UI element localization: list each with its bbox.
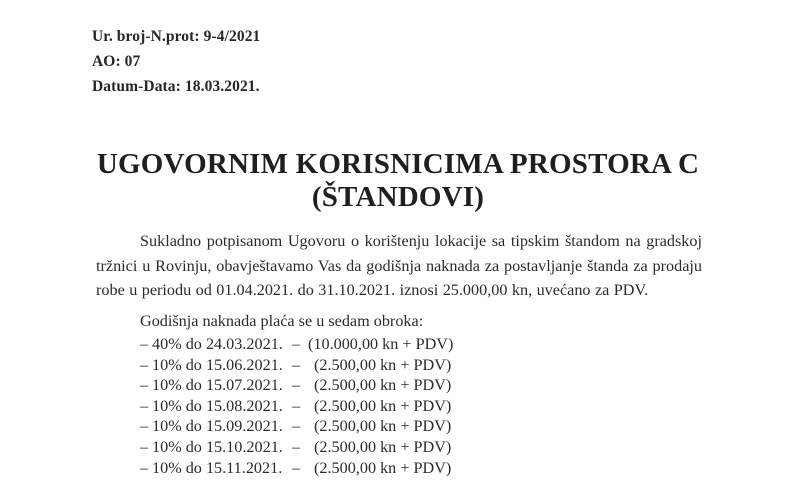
installment-row [140, 355, 560, 376]
installment-percent-date: 40% do 24.03.2021. [152, 335, 283, 353]
installment-amount: (2.500,00 kn + PDV) [314, 417, 452, 436]
installments-section [140, 310, 560, 478]
installments-list [140, 334, 560, 478]
installment-percent-date: 10% do 15.10.2021. [152, 437, 283, 456]
installment-bullet-dash: – [140, 458, 149, 477]
installment-percent-date: 10% do 15.06.2021. [152, 355, 283, 374]
installment-bullet-dash: – [140, 396, 149, 415]
installments-intro: Godišnja naknada plaća se u sedam obroka: [140, 312, 424, 330]
installment-row [140, 396, 560, 417]
installment-amount: (2.500,00 kn + PDV) [314, 376, 452, 395]
header-line-datum: Datum-Data: 18.03.2021. [92, 78, 260, 95]
installment-bullet-dash: – [140, 335, 149, 353]
page-title [96, 148, 700, 214]
installment-separator-dash: – [292, 458, 301, 477]
installment-percent-date: 10% do 15.07.2021. [152, 376, 283, 395]
installment-separator-dash: – [292, 376, 301, 395]
installment-percent-date: 10% do 15.09.2021. [152, 417, 283, 436]
installment-row [140, 437, 560, 458]
installment-amount: (2.500,00 kn + PDV) [314, 458, 452, 477]
installment-row [140, 375, 560, 396]
body-paragraph: Sukladno potpisanom Ugovoru o korištenju lokacije sa tipskim štandom na gradskoj tržnici u Rovinju, obavještavamo Vas da godišnja naknada za postavljanje štanda za prodaju robe u periodu od 01.04.2021. do 31.10.2021. iznosi 25.000,00 kn, uvećano za PDV. [96, 232, 702, 299]
installment-row [140, 416, 560, 437]
installment-bullet-dash: – [140, 437, 149, 456]
installment-bullet-dash: – [140, 417, 149, 436]
installment-amount: (2.500,00 kn + PDV) [314, 437, 452, 456]
installment-separator-dash: – [292, 335, 301, 353]
installment-amount: (2.500,00 kn + PDV) [314, 396, 452, 415]
installment-separator-dash: – [292, 355, 301, 374]
installment-amount: (2.500,00 kn + PDV) [314, 355, 452, 374]
installment-separator-dash: – [292, 437, 301, 456]
installment-separator-dash: – [292, 396, 301, 415]
installment-percent-date: 10% do 15.08.2021. [152, 396, 283, 415]
document-header [92, 24, 512, 99]
header-line-ur-broj: Ur. broj-N.prot: 9-4/2021 [92, 28, 261, 45]
page-title-line-1: UGOVORNIM KORISNICIMA PROSTORA C [96, 148, 700, 180]
installment-amount: (10.000,00 kn + PDV) [308, 335, 454, 353]
header-line-ao: AO: 07 [92, 53, 141, 70]
installment-row [140, 334, 560, 355]
page-title-line-2: (ŠTANDOVI) [311, 181, 485, 213]
installment-percent-date: 10% do 15.11.2021. [152, 458, 283, 477]
installment-row [140, 458, 560, 479]
installment-bullet-dash: – [140, 376, 149, 395]
installment-bullet-dash: – [140, 355, 149, 374]
installment-separator-dash: – [292, 417, 301, 436]
